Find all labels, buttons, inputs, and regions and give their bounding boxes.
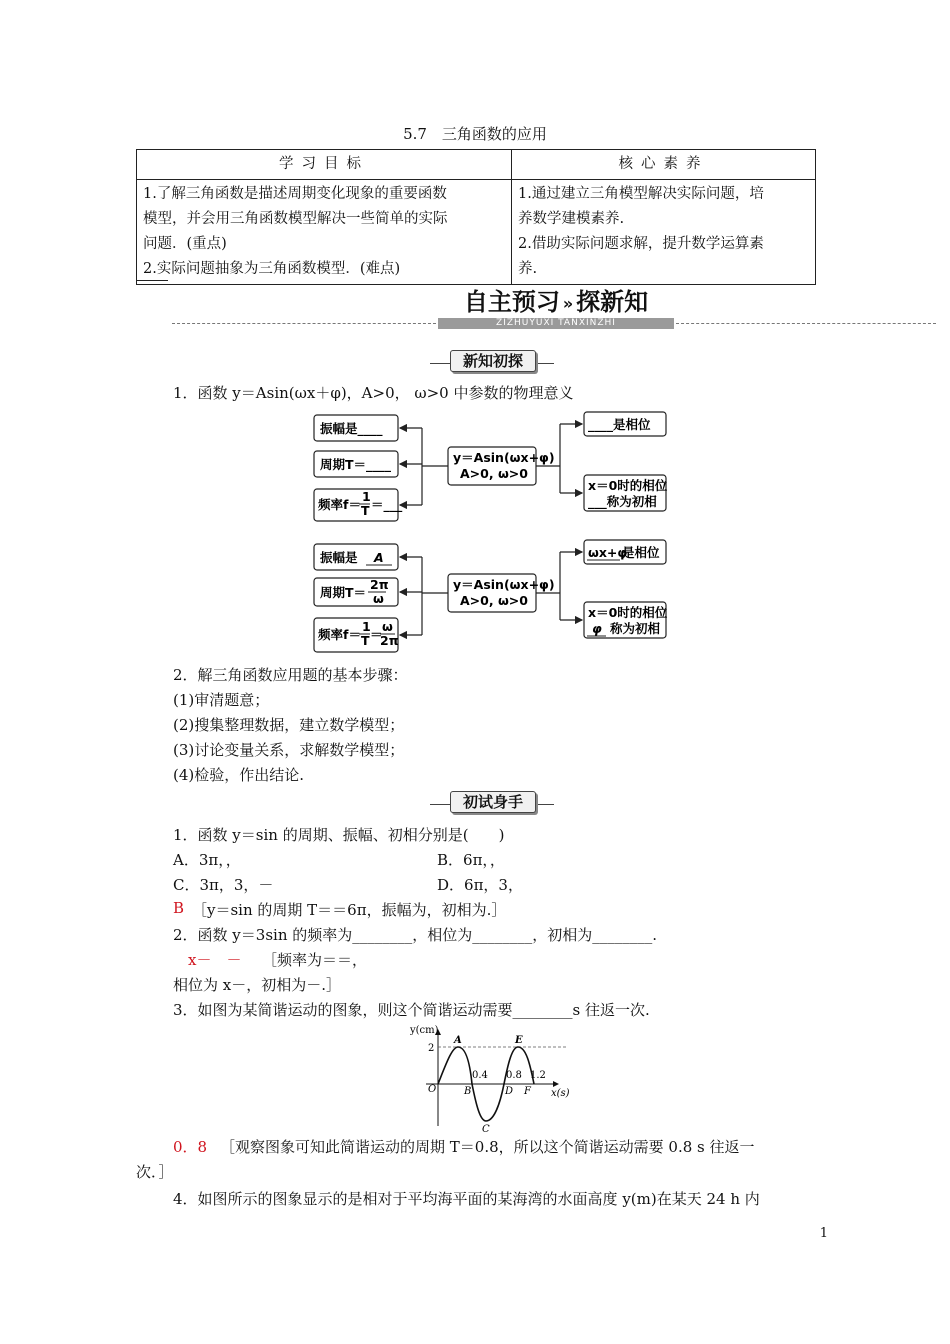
y-axis-label: y(cm) <box>410 1025 439 1036</box>
tick-0-8: 0.8 <box>506 1070 522 1081</box>
goals-left-cell <box>137 180 512 285</box>
amplitude-label: 振幅是____ <box>320 421 383 436</box>
literacy-line: 1.通过建立三角模型解决实际问题，培 <box>518 186 764 202</box>
banner-title <box>438 287 674 318</box>
initial-phase-suffix: 称为初相 <box>610 621 661 636</box>
x-axis-label: x(s) <box>551 1088 570 1099</box>
frequency-numerator-1: 1 <box>362 619 371 634</box>
question-1-stem: 1．函数 y＝sin 的周期、振幅、初相分别是( ) <box>173 826 505 844</box>
steps-heading: 2．解三角函数应用题的基本步骤： <box>173 666 408 684</box>
center-condition: A>0, ω>0 <box>460 466 528 481</box>
period-denominator: ω <box>373 591 384 606</box>
frequency-suffix: ＝___ <box>371 497 403 512</box>
point-c-label: C <box>482 1124 490 1132</box>
dashed-divider-right <box>676 323 936 324</box>
step-item: (4)检验，作出结论. <box>173 766 305 784</box>
period-label: 周期T＝ <box>320 585 367 600</box>
goal-line: 1.了解三角函数是描述周期变化现象的重要函数 <box>143 186 447 202</box>
center-formula: y＝Asin(ωx+φ) <box>453 450 555 465</box>
page-number: 1 <box>819 1226 828 1241</box>
diagram-filled <box>310 538 690 660</box>
diagram-blank <box>310 409 690 528</box>
phase-value: ωx+φ <box>588 545 628 560</box>
frequency-denominator-1: T <box>361 633 370 648</box>
question-4-stem: 4．如图所示的图象显示的是相对于平均海平面的某海湾的水面高度 y(m)在某天 24 h 内 <box>173 1190 760 1208</box>
goals-table <box>136 149 816 285</box>
amplitude-tick-label: 2 <box>428 1043 435 1054</box>
banner-title-left: 自主预习 <box>463 288 560 316</box>
frequency-numerator: 1 <box>362 489 371 504</box>
question-2-answer: x－ － <box>188 951 242 969</box>
frequency-denominator-2: 2π <box>380 633 399 648</box>
origin-label: O <box>428 1084 437 1095</box>
phase-suffix: 是相位 <box>622 545 660 560</box>
point-f-label: F <box>524 1086 531 1097</box>
period-label: 周期T＝____ <box>320 457 392 472</box>
point-d-label: D <box>505 1086 514 1097</box>
point-e-label: E <box>515 1035 523 1046</box>
initial-phase-line1: x＝0时的相位 <box>588 605 668 620</box>
amplitude-value: A <box>374 550 384 565</box>
frequency-numerator-2: ω <box>382 619 393 634</box>
goals-header-left: 学习目标 <box>137 150 512 180</box>
phase-label: ____是相位 <box>588 417 651 432</box>
diagram-blank-svg <box>310 409 690 524</box>
question-1-option-a: A．3π，， <box>173 851 241 869</box>
banner-title-right: 探新知 <box>576 288 649 316</box>
point-b-label: B <box>464 1086 472 1097</box>
harmonic-motion-graph <box>408 1024 578 1136</box>
section-banner <box>438 287 674 329</box>
step-item: (1)审清题意； <box>173 691 270 709</box>
center-formula: y＝Asin(ωx+φ) <box>453 577 555 592</box>
initial-phase-value: φ <box>592 621 602 636</box>
item1-text: 1．函数 y＝Asin(ωx＋φ)，A>0， ω>0 中参数的物理意义 <box>173 384 574 402</box>
frequency-equals: ＝ <box>370 627 383 642</box>
amplitude-label: 振幅是 <box>320 550 358 565</box>
tick-0-4: 0.4 <box>472 1070 488 1081</box>
table-tick-line <box>136 280 168 281</box>
goals-header-right: 核心素养 <box>512 150 816 180</box>
question-3-explanation-1: ［观察图象可知此简谐运动的周期 T＝0.8，所以这个简谐运动需要 0.8 s 往返一 <box>220 1138 755 1156</box>
question-3-answer: 0．8 <box>173 1138 208 1156</box>
frequency-denominator: T <box>361 503 370 518</box>
literacy-line: 养数学建模素养. <box>518 211 625 227</box>
page-title: 5.7 三角函数的应用 <box>403 125 547 143</box>
question-2-explanation-1: ［频率为＝＝， <box>262 951 368 969</box>
goals-right-cell <box>512 180 816 285</box>
goal-line: 2.实际问题抽象为三角函数模型．(难点) <box>143 261 401 277</box>
question-1-answer-letter: B <box>173 899 185 917</box>
point-a-label: A <box>454 1035 462 1046</box>
center-condition: A>0, ω>0 <box>460 593 528 608</box>
banner-arrow-icon: » <box>562 293 574 313</box>
initial-phase-line1: x＝0时的相位 <box>588 478 668 493</box>
harmonic-graph-svg <box>408 1024 578 1132</box>
frequency-prefix: 频率f＝ <box>318 497 361 512</box>
diagram-filled-svg <box>310 538 690 656</box>
banner-subtitle: ZIZHUYUXI TANXINZHI <box>438 318 674 329</box>
question-1-option-c: C．3π，3，－ <box>173 876 274 894</box>
question-1-option-d: D．6π，3， <box>437 876 523 894</box>
question-2-explanation-2: 相位为 x－，初相为－.］ <box>173 976 341 994</box>
question-1-explanation: ［y＝sin 的周期 T＝＝6π，振幅为，初相为.］ <box>192 901 507 919</box>
tick-1-2: 1.2 <box>530 1070 546 1081</box>
step-item: (3)讨论变量关系，求解数学模型； <box>173 741 405 759</box>
literacy-line: 养. <box>518 261 538 277</box>
initial-phase-line2: ___称为初相 <box>588 494 657 509</box>
question-3-stem: 3．如图为某简谐运动的图象，则这个简谐运动需要________s 往返一次. <box>173 1001 650 1019</box>
frequency-prefix: 频率f＝ <box>318 627 361 642</box>
period-numerator: 2π <box>370 577 389 592</box>
step-item: (2)搜集整理数据，建立数学模型； <box>173 716 405 734</box>
question-3-explanation-2: 次．］ <box>136 1163 174 1181</box>
section-tag-new-knowledge: 新知初探 <box>450 350 536 372</box>
goal-line: 模型，并会用三角函数模型解决一些简单的实际 <box>143 211 448 227</box>
literacy-line: 2.借助实际问题求解，提升数学运算素 <box>518 236 764 252</box>
question-2-stem: 2．函数 y＝3sin 的频率为________，相位为________，初相为________. <box>173 926 658 944</box>
dashed-divider-left <box>172 323 436 324</box>
goal-line: 问题．(重点) <box>143 236 227 252</box>
question-1-option-b: B．6π，， <box>437 851 505 869</box>
section-tag-first-try: 初试身手 <box>450 791 536 813</box>
